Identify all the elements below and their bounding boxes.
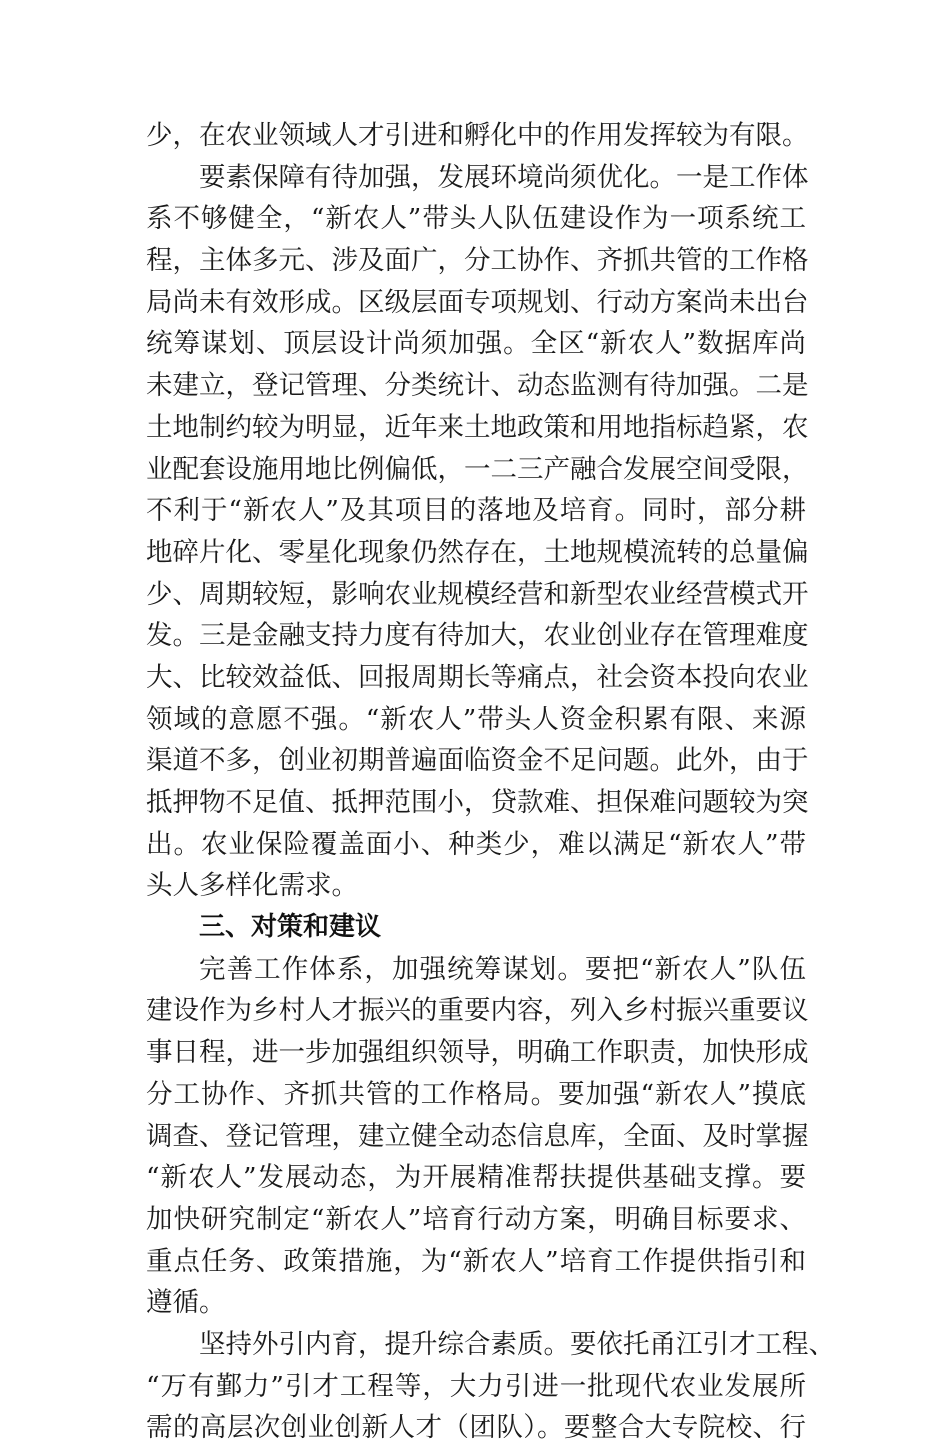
text-line: 出。农业保险覆盖面小、种类少，难以满足“新农人”带 (146, 828, 806, 860)
text-line: 头人多样化需求。 (146, 870, 358, 902)
text-line: 分工协作、齐抓共管的工作格局。要加强“新农人”摸底 (146, 1078, 806, 1110)
text-line: 统筹谋划、顶层设计尚须加强。全区“新农人”数据库尚 (146, 328, 806, 360)
text-line: “新农人”发展动态，为开展精准帮扶提供基础支撑。要 (146, 1162, 806, 1194)
text-line: 业配套设施用地比例偏低，一二三产融合发展空间受限， (146, 453, 809, 485)
paragraph-resource-guarantee (146, 157, 809, 907)
text-line: 领域的意愿不强。“新农人”带头人资金积累有限、来源 (146, 703, 806, 735)
text-line: 发。三是金融支持力度有待加大，农业创业存在管理难度 (146, 620, 809, 652)
text-line: 需的高层次创业创新人才（团队）。要整合大专院校、行 (146, 1412, 806, 1444)
text-line: 程，主体多元、涉及面广，分工协作、齐抓共管的工作格 (146, 245, 809, 277)
paragraph-talent-introduction (146, 1324, 835, 1449)
text-line: 加快研究制定“新农人”培育行动方案，明确目标要求、 (146, 1203, 806, 1235)
text-line: 少、周期较短，影响农业规模经营和新型农业经营模式开 (146, 578, 809, 610)
text-line: 少，在农业领域人才引进和孵化中的作用发挥较为有限。 (146, 120, 809, 151)
text-line: 建设作为乡村人才振兴的重要内容，列入乡村振兴重要议 (146, 995, 809, 1027)
document-body (146, 115, 835, 1449)
text-line: 未建立，登记管理、分类统计、动态监测有待加强。二是 (146, 370, 809, 402)
text-line: 系不够健全，“新农人”带头人队伍建设作为一项系统工 (146, 203, 806, 235)
text-line: 调查、登记管理，建立健全动态信息库，全面、及时掌握 (146, 1120, 809, 1152)
section-heading: 三、对策和建议 (199, 912, 382, 943)
text-line: 渠道不多，创业初期普遍面临资金不足问题。此外，由于 (146, 745, 809, 777)
text-line: 坚持外引内育，提升综合素质。要依托甬江引才工程、 (199, 1328, 835, 1360)
text-line: 要素保障有待加强，发展环境尚须优化。一是工作体 (199, 161, 809, 193)
paragraph-work-system (146, 949, 809, 1324)
paragraph-continuation (146, 115, 809, 157)
text-line: 局尚未有效形成。区级层面专项规划、行动方案尚未出台 (146, 286, 809, 318)
text-line: 大、比较效益低、回报周期长等痛点，社会资本投向农业 (146, 661, 809, 693)
text-line: 抵押物不足值、抵押范围小，贷款难、担保难问题较为突 (146, 787, 809, 818)
text-line: 土地制约较为明显，近年来土地政策和用地指标趋紧，农 (146, 411, 809, 443)
text-line: 完善工作体系，加强统筹谋划。要把“新农人”队伍 (199, 953, 806, 985)
text-line: 重点任务、政策措施，为“新农人”培育工作提供指引和 (146, 1245, 806, 1277)
text-line: 地碎片化、零星化现象仍然存在，土地规模流转的总量偏 (146, 536, 809, 568)
text-line: 不利于“新农人”及其项目的落地及培育。同时，部分耕 (146, 495, 806, 527)
text-line: 遵循。 (146, 1287, 226, 1319)
text-line: “万有鄞力”引才工程等，大力引进一批现代农业发展所 (146, 1370, 806, 1402)
text-line: 事日程，进一步加强组织领导，明确工作职责，加快形成 (146, 1037, 809, 1069)
